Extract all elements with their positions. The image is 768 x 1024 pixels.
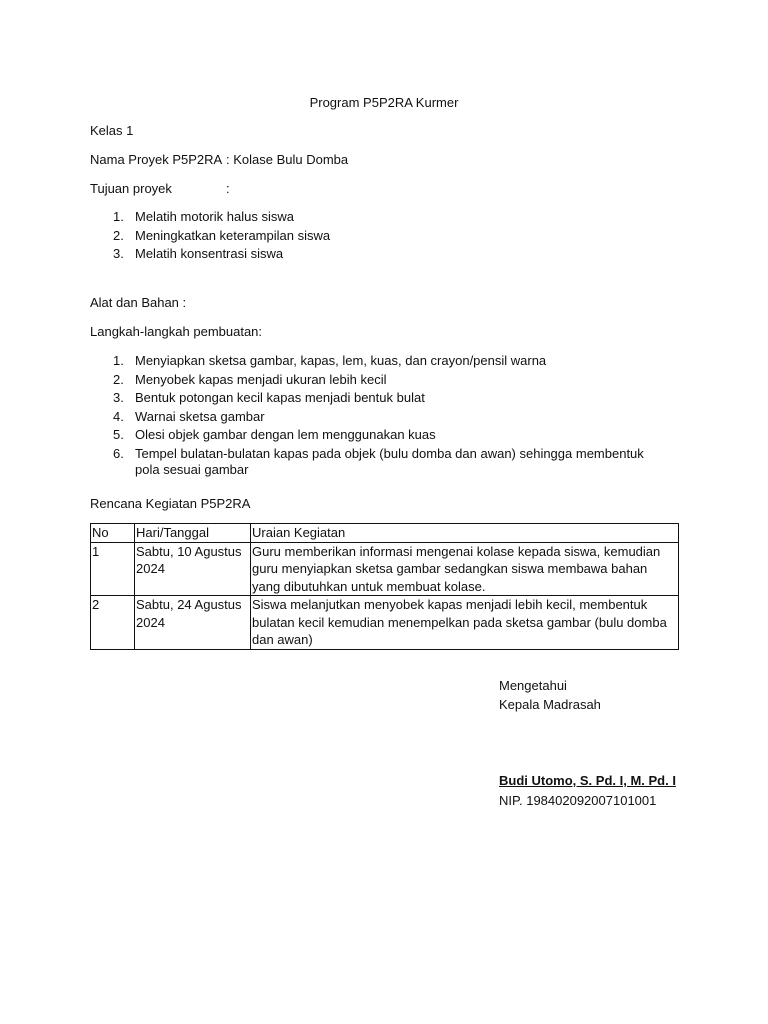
header-date: Hari/Tanggal bbox=[135, 524, 251, 543]
list-item: 3. Melatih konsentrasi siswa bbox=[113, 246, 284, 261]
project-name-value: : Kolase Bulu Domba bbox=[226, 152, 349, 167]
document-title: Program P5P2RA Kurmer bbox=[309, 95, 459, 110]
list-item: 1. Menyiapkan sketsa gambar, kapas, lem, kuas, dan crayon/pensil warna bbox=[113, 353, 547, 368]
header-no: No bbox=[91, 524, 135, 543]
plan-label: Rencana Kegiatan P5P2RA bbox=[90, 496, 251, 511]
table-row bbox=[91, 596, 679, 650]
list-item: 5. Olesi objek gambar dengan lem menggunakan kuas bbox=[113, 427, 436, 442]
cell-no: 2 bbox=[91, 596, 135, 650]
list-item: 2. Meningkatkan keterampilan siswa bbox=[113, 227, 331, 243]
header-activity: Uraian Kegiatan bbox=[251, 524, 679, 543]
list-item: 1. Melatih motorik halus siswa bbox=[113, 209, 294, 224]
signatory-name: Budi Utomo, S. Pd. I, M. Pd. I bbox=[499, 773, 676, 788]
tools-materials-label: Alat dan Bahan : bbox=[90, 295, 187, 310]
list-item: 2. Menyobek kapas menjadi ukuran lebih kecil bbox=[113, 371, 387, 387]
list-item: 6. Tempel bulatan-bulatan kapas pada objek (bulu domba dan awan) sehingga membentuk pola sesuai gambar bbox=[113, 445, 644, 477]
cell-activity: Siswa melanjutkan menyobek kapas menjadi lebih kecil, membentuk bulatan kecil kemudian menempelkan pada sketsa gambar (bulu domba dan awan) bbox=[251, 596, 679, 650]
cell-date: Sabtu, 24 Agustus 2024 bbox=[135, 596, 251, 650]
signatory-nip: NIP. 198402092007101001 bbox=[499, 793, 657, 808]
list-item: 4. Warnai sketsa gambar bbox=[113, 408, 265, 424]
activity-plan-table bbox=[90, 523, 679, 650]
cell-date: Sabtu, 10 Agustus 2024 bbox=[135, 542, 251, 596]
list-item: 3. Bentuk potongan kecil kapas menjadi bentuk bulat bbox=[113, 390, 425, 405]
table-row bbox=[91, 542, 679, 596]
project-goal-label: Tujuan proyek bbox=[90, 181, 172, 196]
goal-list bbox=[90, 209, 330, 265]
steps-list bbox=[90, 353, 678, 480]
cell-no: 1 bbox=[91, 542, 135, 596]
acknowledged-label: Mengetahui bbox=[499, 678, 567, 693]
project-name-label: Nama Proyek P5P2RA bbox=[90, 152, 223, 167]
class-label: Kelas 1 bbox=[90, 123, 134, 138]
steps-label: Langkah-langkah pembuatan: bbox=[90, 324, 263, 339]
project-goal-colon: : bbox=[226, 181, 230, 196]
table-header-row bbox=[91, 524, 679, 543]
principal-title: Kepala Madrasah bbox=[499, 697, 601, 712]
cell-activity: Guru memberikan informasi mengenai kolase kepada siswa, kemudian guru menyiapkan sketsa gambar sedangkan siswa membawa bahan yang dibutuhkan untuk membuat kolase. bbox=[251, 542, 679, 596]
